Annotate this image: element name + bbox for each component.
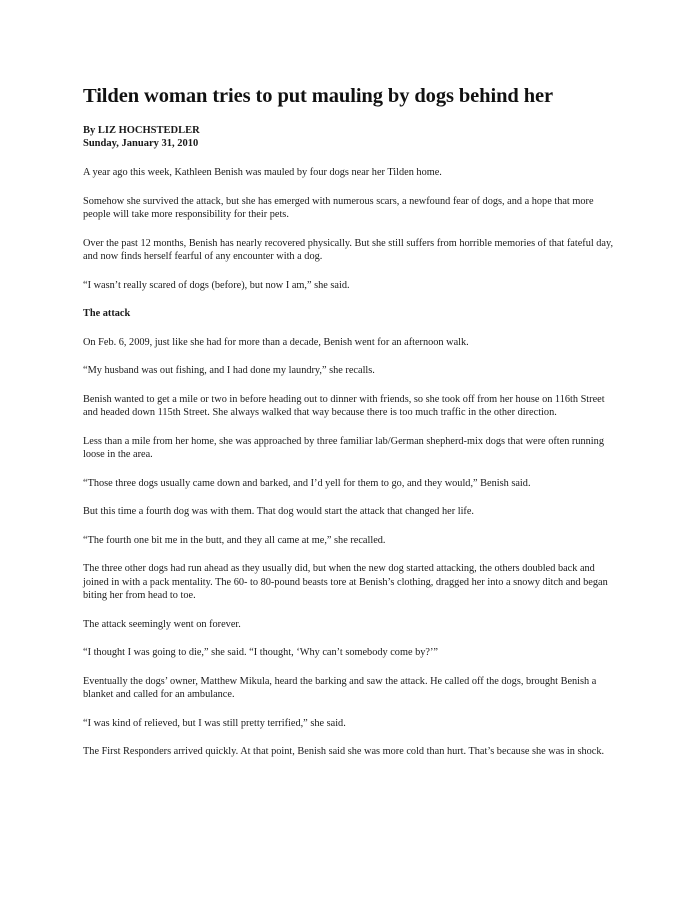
article-paragraph: Eventually the dogs’ owner, Matthew Mikula, heard the barking and saw the attack. He called off the dogs, brought Benish a blanket and called for an ambulance. bbox=[83, 675, 597, 700]
article-paragraph: “The fourth one bit me in the butt, and they all came at me,” she recalled. bbox=[83, 534, 386, 546]
article-paragraph: The attack seemingly went on forever. bbox=[83, 618, 241, 630]
article-paragraph: “My husband was out fishing, and I had done my laundry,” she recalls. bbox=[83, 365, 375, 376]
article-paragraph: Less than a mile from her home, she was approached by three familiar lab/German shepherd-mix dogs that were often running loose in the area. bbox=[83, 435, 604, 460]
byline-block bbox=[83, 124, 618, 150]
article-headline: Tilden woman tries to put mauling by dogs behind her bbox=[83, 85, 554, 107]
article-paragraph: “I was kind of relieved, but I was still pretty terrified,” she said. bbox=[83, 717, 346, 729]
article-paragraph: Benish wanted to get a mile or two in before heading out to dinner with friends, so she took off from her house on 116th Street and headed down 115th Street. She always walked that way because there is too much traffic in the other direction. bbox=[83, 393, 605, 418]
article-paragraph: The three other dogs had run ahead as they usually did, but when the new dog started attacking, the others doubled back and joined in with a pack mentality. The 60- to 80-pound beasts tore at Benish’s clothing, dragged her into a snowy ditch and began biting her from head to toe. bbox=[83, 563, 608, 601]
article-body bbox=[83, 166, 618, 759]
article bbox=[83, 84, 618, 774]
section-subhead: The attack bbox=[83, 308, 131, 319]
article-paragraph: “Those three dogs usually came down and barked, and I’d yell for them to go, and they would,” Benish said. bbox=[83, 477, 531, 489]
article-paragraph: But this time a fourth dog was with them. That dog would start the attack that changed her life. bbox=[83, 506, 474, 517]
article-paragraph: Over the past 12 months, Benish has nearly recovered physically. But she still suffers from horrible memories of that fateful day, and now finds herself fearful of any encounter with a dog. bbox=[83, 237, 614, 262]
article-paragraph: “I wasn’t really scared of dogs (before), but now I am,” she said. bbox=[83, 279, 350, 291]
publish-date: Sunday, January 31, 2010 bbox=[83, 138, 199, 149]
article-paragraph: “I thought I was going to die,” she said. “I thought, ‘Why can’t somebody come by?’” bbox=[83, 647, 438, 658]
author-byline: By LIZ HOCHSTEDLER bbox=[83, 125, 200, 136]
article-paragraph: Somehow she survived the attack, but she has emerged with numerous scars, a newfound fear of dogs, and a hope that more people will take more responsibility for their pets. bbox=[83, 195, 594, 220]
article-paragraph: A year ago this week, Kathleen Benish was mauled by four dogs near her Tilden home. bbox=[83, 167, 442, 178]
article-paragraph: The First Responders arrived quickly. At that point, Benish said she was more cold than hurt. That’s because she was in shock. bbox=[83, 746, 605, 757]
article-paragraph: On Feb. 6, 2009, just like she had for more than a decade, Benish went for an afternoon walk. bbox=[83, 336, 469, 348]
